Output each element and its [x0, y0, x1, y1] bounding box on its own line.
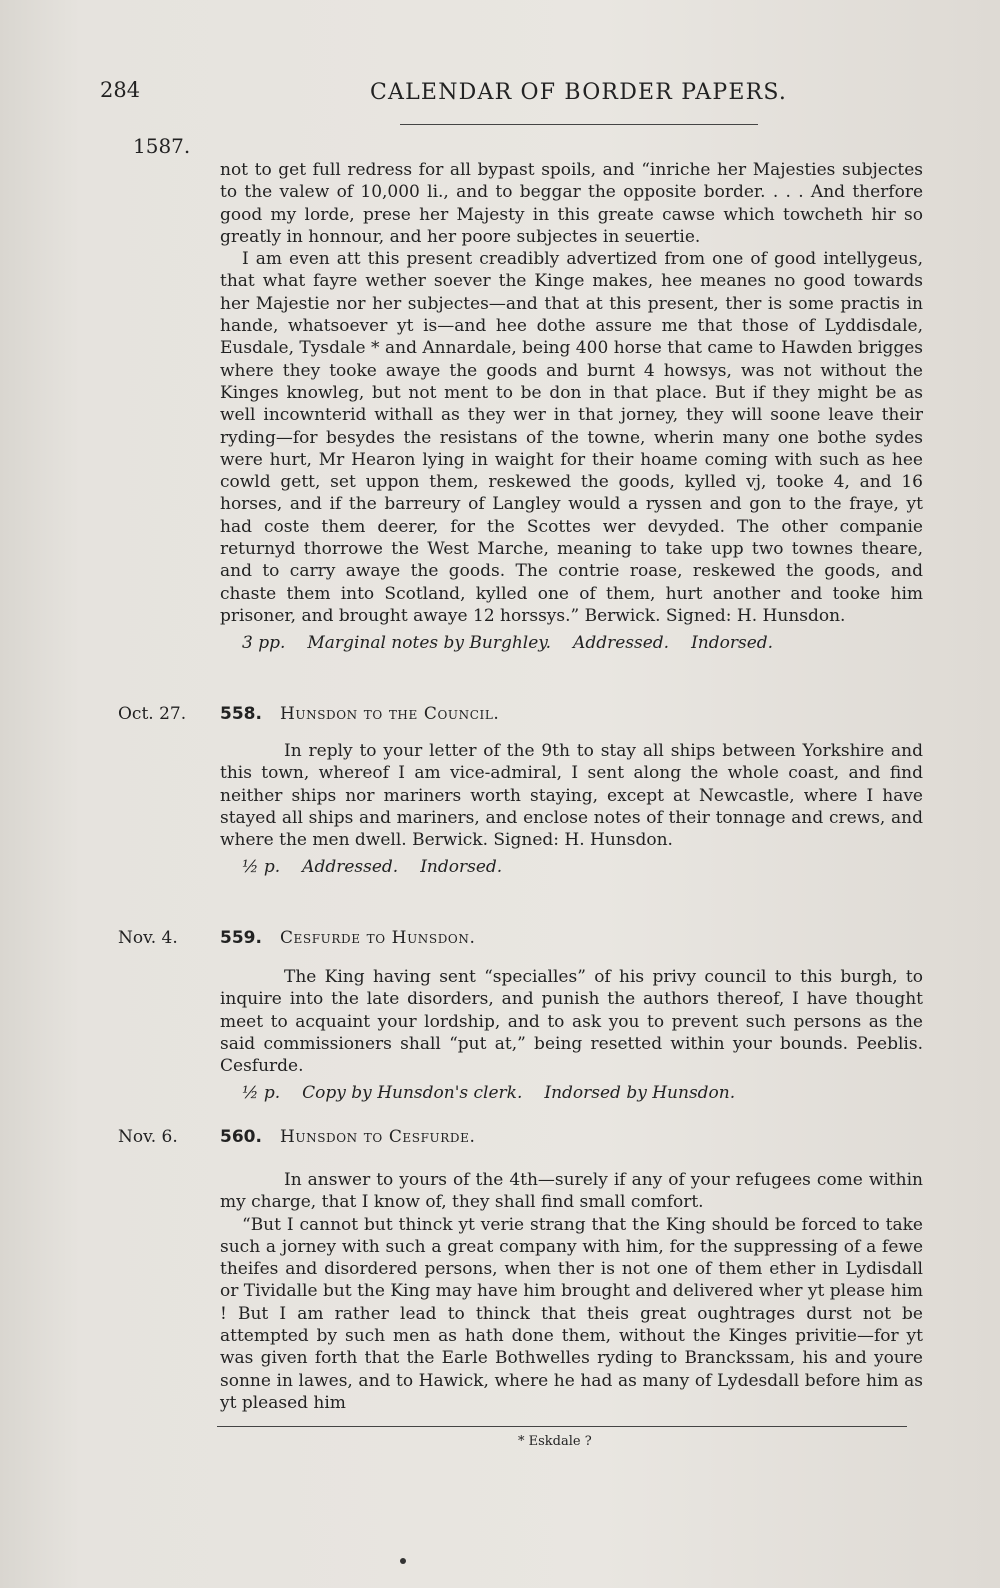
paragraph: In answer to yours of the 4th—surely if any of your refugees come within my charge, that I know of, they shall find small comfort. [220, 1170, 923, 1213]
entry-note [242, 1083, 923, 1103]
entry-heading [220, 1127, 475, 1147]
entry-number: 560. [220, 1127, 262, 1147]
entry-heading [220, 928, 475, 948]
paragraph: In reply to your letter of the 9th to stay all ships between Yorkshire and this town, whereof I am vice-admiral, I sent along the whole coast, and find neither ships nor mariners worth staying, except at Newcastle, where I have stayed all ships and mariners, and enclose notes of their tonnage and crews, and where the men dwell. Berwick. Signed: H. Hunsdon. [220, 741, 923, 851]
entry-body [220, 966, 923, 1103]
entry-title: Hunsdon to Cesfurde. [279, 1127, 476, 1147]
entry-number: 559. [220, 928, 262, 948]
entry-title: Hunsdon to the Council. [279, 704, 500, 724]
page-speck [400, 1558, 406, 1564]
note-text: Copy by Hunsdon's clerk. [302, 1083, 523, 1104]
note-size: ½ p. [242, 857, 281, 878]
paragraph: The King having sent “specialles” of his privy council to this burgh, to inquire into the late disorders, and punish the authors thereof, I have thought meet to acquaint your lordship, and to ask you to prevent such persons as the said commissioners shall “put at,” being resetted within your bounds. Peeblis. Cesfurde. [220, 967, 923, 1077]
note-indorsed: Indorsed by Hunsdon. [544, 1083, 736, 1104]
entry-heading [220, 704, 499, 724]
note-indorsed: Indorsed. [420, 857, 503, 878]
note-indorsed: Indorsed. [691, 633, 774, 654]
continuation-block [220, 159, 923, 653]
footnote-rule [217, 1426, 907, 1427]
note-addressed: Addressed. [573, 633, 670, 654]
entry-body [220, 1169, 923, 1414]
entry-note [242, 857, 923, 877]
note-size: ½ p. [242, 1083, 281, 1104]
header-rule [400, 124, 758, 125]
page-number: 284 [100, 78, 141, 102]
entry-title: Cesfurde to Hunsdon. [279, 928, 476, 948]
running-title: CALENDAR OF BORDER PAPERS. [370, 80, 788, 105]
year-margin: 1587. [133, 134, 191, 158]
paragraph: I am even att this present creadibly advertized from one of good intellygeus, that what fayre wether soever the Kinge makes, hee meanes no good towards her Majestie nor her subjectes—and that at this present, ther is some practis in hande, whatsoever yt is—and hee dothe assure me that those of Lyddisdale, Eusdale, Tysdale * and Annardale, being 400 horse that came to Hawden brigges where they tooke awaye the goods and burnt 4 howsys, was not without the Kinges knowleg, but not ment to be don in that place. But if they might be as well incownterid withall as they wer in that jorney, they will soone leave their ryding—for besydes the resistans of the towne, wherin many one bothe sydes were hurt, Mr Hearon lying in waight for their hoame coming with such as hee cowld gett, set uppon them, reskewed the goods, kylled vj, tooke 4, and 16 horses, and if the barreury of Langley would a ryssen and gon to the fraye, yt had coste them deerer, for the Scottes wer devyded. The other companie returnyd thorrowe the West Marche, meaning to take upp two townes theare, and to carry awaye the goods. The contrie roase, reskewed the goods, and chaste them into Scotland, kylled one of them, hurt another and tooke him prisoner, and brought awaye 12 horssys.” Berwick. Signed: H. Hunsdon. [220, 249, 923, 626]
entry-date: Oct. 27. [118, 704, 187, 724]
note-text: Addressed. [302, 857, 399, 878]
entry-date: Nov. 6. [118, 1127, 178, 1147]
paragraph: not to get full redress for all bypast spoils, and “inriche her Majesties subjectes to the valew of 10,000 li., and to beggar the opposite border. . . . And therfore good my lorde, prese her Majesty in this greate cawse which towcheth hir so greatly in honnour, and her poore subjectes in seuertie. [220, 160, 923, 247]
entry-date: Nov. 4. [118, 928, 178, 948]
note-size: 3 pp. [242, 633, 286, 654]
entry-number: 558. [220, 704, 262, 724]
entry-note [242, 633, 923, 653]
entry-body [220, 740, 923, 877]
paragraph: “But I cannot but thinck yt verie strang that the King should be forced to take such a jorney with such a great company with him, for the suppressing of a fewe theifes and disordered persons, when ther is not one of them ether in Lydisdall or Tividalle but the King may have him brought and delivered wher yt please him ! But I am rather lead to thinck that theis great oughtrages durst not be attempted by such men as hath done them, without the Kinges privitie—for yt was given forth that the Earle Bothwelles ryding to Branckssam, his and youre sonne in lawes, and to Hawick, where he had as many of Lydesdall before him as yt pleased him [220, 1214, 923, 1413]
note-text: Marginal notes by Burghley. [307, 633, 552, 654]
footnote: * Eskdale ? [518, 1434, 592, 1449]
